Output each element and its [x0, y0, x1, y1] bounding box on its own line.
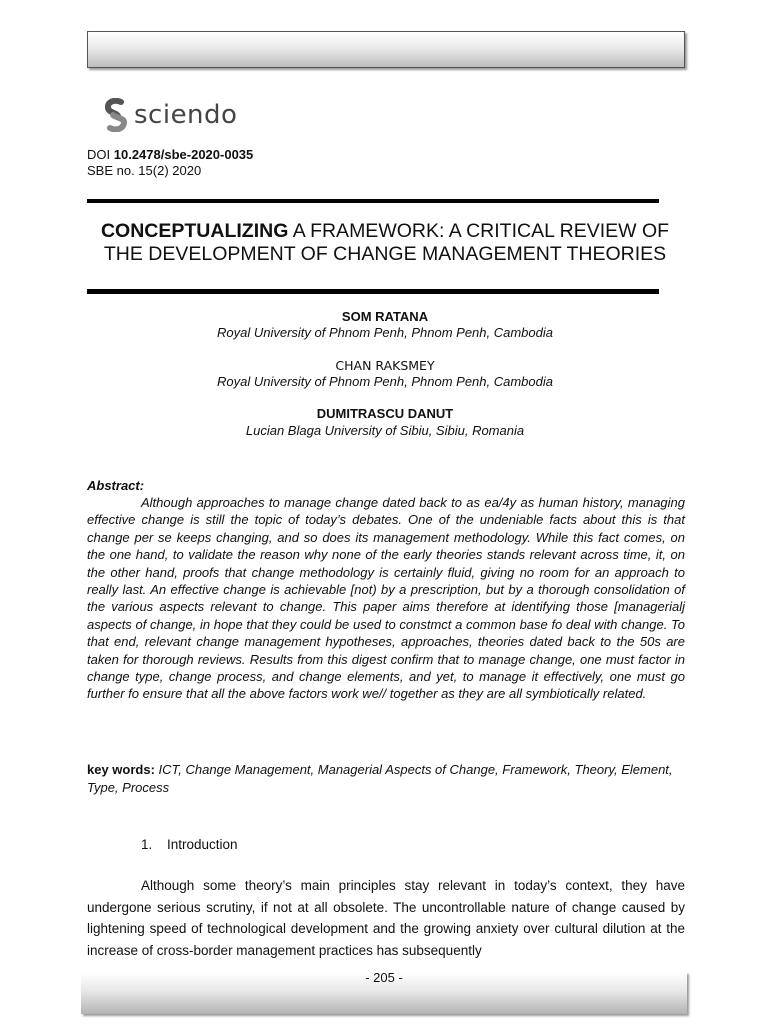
abstract-text: Although approaches to manage change dated back to as ea/4y as human history, managing effective change is still the topic of today’s debates. One of the undeniable facts about this is that change per se keeps changing, and so does its management methodology. While this fact comes, on the one hand, to validate the reason why none of the early theories stands relevant across time, it, on the other hand, proofs that change methodology is certainly fluid, giving no room for an approach to really last. An effective change is achievable [not) by a prescription, but by a thorough consolidation of the various aspects relevant to change. This paper aims therefore at identifying those [managerialj aspects of change, in hope that they could be used to constmct a common base fo deal with change. To that end, relevant change management hypotheses, approaches, theories dated back to the 50s are taken for thorough reviews. Results from this digest confirm that to manage change, one must factor in change type, change process, and change elements, and yet, to manage it effectively, one must go further fo ensure that all the above factors work we// together as they are all symbiotically related.: [87, 495, 685, 702]
author-name: DUMITRASCU DANUT: [316, 406, 454, 421]
title-rest: A FRAMEWORK: A CRITICAL REVIEW OF THE DEVELOPMENT OF CHANGE MANAGEMENT THEORIES: [103, 220, 670, 265]
page-number: - 205 -: [365, 970, 403, 985]
doi-label: DOI: [87, 147, 111, 162]
page-header-bar: [87, 31, 685, 68]
title-rule-top: [87, 199, 659, 203]
keywords-label: key words:: [87, 762, 155, 777]
author-affiliation: Lucian Blaga University of Sibiu, Sibiu, Romania: [245, 423, 525, 438]
author-name: CHAN RAKSMEY: [335, 358, 435, 373]
abstract-label: Abstract:: [87, 478, 145, 493]
title-rule-bottom: [87, 289, 659, 294]
doi-line: [87, 147, 253, 163]
paper-title: [100, 220, 670, 266]
author-name: SOM RATANA: [341, 309, 429, 324]
keywords: [87, 761, 685, 796]
sciendo-logo: [105, 97, 237, 133]
section-number: 1.: [141, 837, 153, 852]
author-affiliation: Royal University of Phnom Penh, Phnom Penh, Cambodia: [216, 374, 553, 389]
intro-paragraph: Although some theory’s main principles stay relevant in today’s context, they have undergone serious scrutiny, if not at all obsolete. The uncontrollable nature of change caused by lightening speed of technological development and the growing anxiety over cultural dilution at the increase of cross-border management practices has subsequently: [87, 878, 685, 958]
sciendo-s-icon: [105, 98, 127, 132]
keywords-text: ICT, Change Management, Managerial Aspects of Change, Framework, Theory, Element, Type, Process: [87, 762, 673, 795]
journal-issue: SBE no. 15(2) 2020: [87, 163, 202, 178]
section-title: Introduction: [167, 837, 238, 852]
author-affiliation: Royal University of Phnom Penh, Phnom Penh, Cambodia: [216, 325, 553, 340]
title-bold-part: CONCEPTUALIZING: [100, 220, 289, 242]
logo-text: sciendo: [134, 100, 238, 130]
doi-value[interactable]: 10.2478/sbe-2020-0035: [113, 147, 254, 162]
section-heading: [141, 836, 238, 853]
